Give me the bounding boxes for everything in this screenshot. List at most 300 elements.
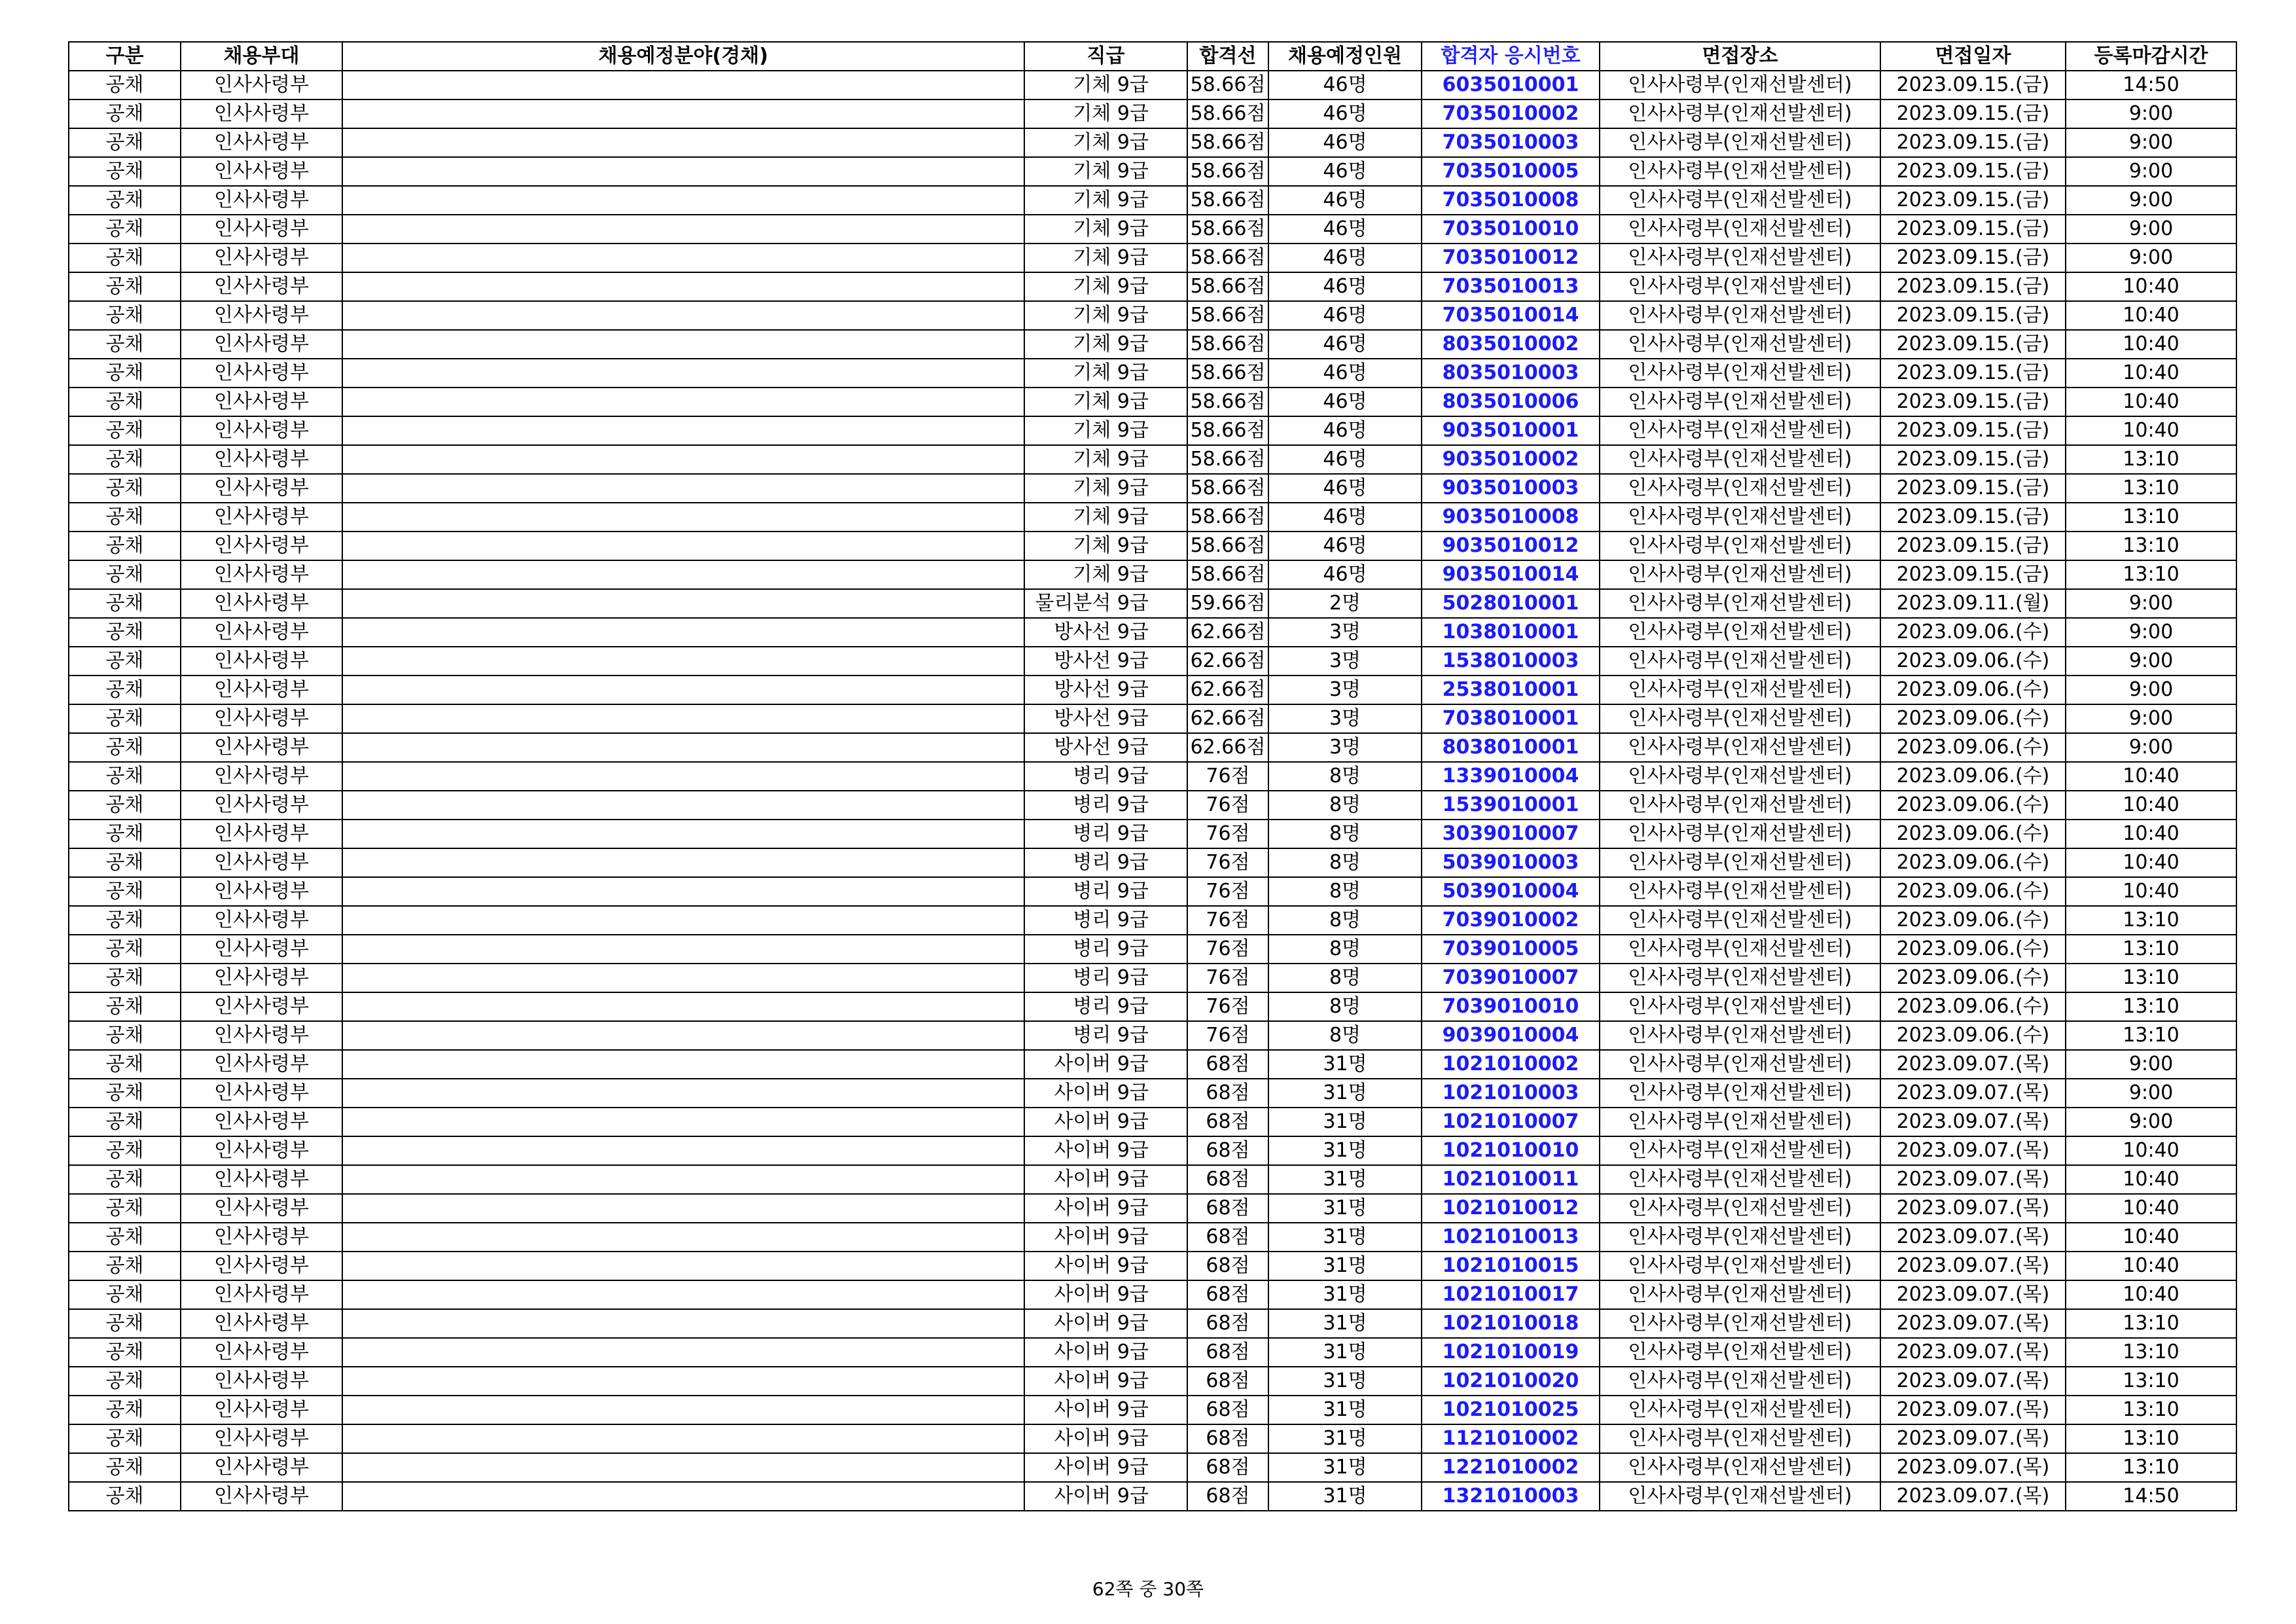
- cell-deadline: 10:40: [2066, 272, 2236, 301]
- cell-unit: 인사사령부: [181, 359, 342, 388]
- cell-unit: 인사사령부: [181, 848, 342, 877]
- cell-date: 2023.09.07.(목): [1880, 1079, 2066, 1108]
- cell-grade: 사이버 9급: [1024, 1223, 1187, 1252]
- cell-cutoff: 76점: [1187, 877, 1268, 906]
- cell-cutoff: 62.66점: [1187, 676, 1268, 704]
- cell-location: 인사사령부(인재선발센터): [1600, 791, 1880, 820]
- cell-date: 2023.09.15.(금): [1880, 474, 2066, 503]
- cell-date: 2023.09.07.(목): [1880, 1194, 2066, 1223]
- cell-applicant: 7035010008: [1422, 186, 1600, 215]
- cell-category: 공채: [69, 618, 181, 647]
- cell-field: [342, 99, 1024, 128]
- cell-deadline: 9:00: [2066, 733, 2236, 762]
- cell-deadline: 10:40: [2066, 1165, 2236, 1194]
- cell-grade: 병리 9급: [1024, 964, 1187, 992]
- cell-applicant: 1021010010: [1422, 1136, 1600, 1165]
- cell-location: 인사사령부(인재선발센터): [1600, 1165, 1880, 1194]
- cell-deadline: 10:40: [2066, 1194, 2236, 1223]
- results-sheet: [68, 41, 2236, 1511]
- cell-field: [342, 215, 1024, 244]
- cell-location: 인사사령부(인재선발센터): [1600, 1194, 1880, 1223]
- cell-grade: 기체 9급: [1024, 128, 1187, 157]
- cell-unit: 인사사령부: [181, 532, 342, 560]
- cell-unit: 인사사령부: [181, 1050, 342, 1079]
- table-row: [69, 445, 2236, 474]
- cell-applicant: 7035010005: [1422, 157, 1600, 186]
- cell-unit: 인사사령부: [181, 416, 342, 445]
- cell-location: 인사사령부(인재선발센터): [1600, 1338, 1880, 1367]
- cell-location: 인사사령부(인재선발센터): [1600, 503, 1880, 532]
- cell-cutoff: 68점: [1187, 1252, 1268, 1280]
- cell-grade: 물리분석 9급: [1024, 589, 1187, 618]
- table-row: [69, 1453, 2236, 1482]
- cell-quota: 8명: [1268, 820, 1422, 848]
- table-row: [69, 359, 2236, 388]
- cell-grade: 방사선 9급: [1024, 676, 1187, 704]
- cell-applicant: 1021010013: [1422, 1223, 1600, 1252]
- cell-grade: 기체 9급: [1024, 71, 1187, 99]
- cell-location: 인사사령부(인재선발센터): [1600, 1396, 1880, 1424]
- cell-category: 공채: [69, 359, 181, 388]
- table-row: [69, 244, 2236, 272]
- cell-deadline: 13:10: [2066, 935, 2236, 964]
- cell-applicant: 1539010001: [1422, 791, 1600, 820]
- cell-deadline: 13:10: [2066, 532, 2236, 560]
- cell-date: 2023.09.06.(수): [1880, 964, 2066, 992]
- cell-category: 공채: [69, 848, 181, 877]
- cell-quota: 3명: [1268, 733, 1422, 762]
- cell-location: 인사사령부(인재선발센터): [1600, 877, 1880, 906]
- cell-date: 2023.09.07.(목): [1880, 1396, 2066, 1424]
- cell-category: 공채: [69, 647, 181, 676]
- cell-location: 인사사령부(인재선발센터): [1600, 964, 1880, 992]
- cell-cutoff: 76점: [1187, 848, 1268, 877]
- cell-cutoff: 68점: [1187, 1367, 1268, 1396]
- cell-applicant: 1021010003: [1422, 1079, 1600, 1108]
- table-row: [69, 416, 2236, 445]
- cell-unit: 인사사령부: [181, 1079, 342, 1108]
- cell-quota: 31명: [1268, 1165, 1422, 1194]
- cell-location: 인사사령부(인재선발센터): [1600, 157, 1880, 186]
- cell-unit: 인사사령부: [181, 330, 342, 359]
- cell-category: 공채: [69, 532, 181, 560]
- cell-quota: 31명: [1268, 1367, 1422, 1396]
- cell-location: 인사사령부(인재선발센터): [1600, 647, 1880, 676]
- table-row: [69, 1050, 2236, 1079]
- cell-cutoff: 76점: [1187, 820, 1268, 848]
- cell-deadline: 13:10: [2066, 1021, 2236, 1050]
- cell-grade: 사이버 9급: [1024, 1482, 1187, 1511]
- cell-quota: 46명: [1268, 330, 1422, 359]
- cell-quota: 8명: [1268, 762, 1422, 791]
- cell-location: 인사사령부(인재선발센터): [1600, 676, 1880, 704]
- cell-field: [342, 1194, 1024, 1223]
- table-row: [69, 906, 2236, 935]
- cell-quota: 46명: [1268, 416, 1422, 445]
- cell-deadline: 13:10: [2066, 964, 2236, 992]
- cell-category: 공채: [69, 560, 181, 589]
- cell-category: 공채: [69, 301, 181, 330]
- cell-deadline: 14:50: [2066, 71, 2236, 99]
- cell-date: 2023.09.11.(월): [1880, 589, 2066, 618]
- cell-location: 인사사령부(인재선발센터): [1600, 215, 1880, 244]
- cell-date: 2023.09.07.(목): [1880, 1252, 2066, 1280]
- table-row: [69, 1021, 2236, 1050]
- cell-field: [342, 762, 1024, 791]
- cell-grade: 사이버 9급: [1024, 1367, 1187, 1396]
- cell-category: 공채: [69, 1223, 181, 1252]
- table-row: [69, 1367, 2236, 1396]
- cell-location: 인사사령부(인재선발센터): [1600, 416, 1880, 445]
- cell-applicant: 7039010007: [1422, 964, 1600, 992]
- cell-field: [342, 1136, 1024, 1165]
- cell-deadline: 9:00: [2066, 215, 2236, 244]
- cell-date: 2023.09.06.(수): [1880, 935, 2066, 964]
- table-header-row: [69, 42, 2236, 71]
- cell-cutoff: 58.66점: [1187, 359, 1268, 388]
- cell-applicant: 9035010008: [1422, 503, 1600, 532]
- header-quota: 채용예정인원: [1268, 42, 1422, 71]
- cell-location: 인사사령부(인재선발센터): [1600, 704, 1880, 733]
- cell-location: 인사사령부(인재선발센터): [1600, 388, 1880, 416]
- cell-field: [342, 820, 1024, 848]
- cell-quota: 31명: [1268, 1453, 1422, 1482]
- cell-field: [342, 589, 1024, 618]
- cell-cutoff: 62.66점: [1187, 618, 1268, 647]
- table-row: [69, 532, 2236, 560]
- cell-applicant: 6035010001: [1422, 71, 1600, 99]
- cell-deadline: 13:10: [2066, 1453, 2236, 1482]
- cell-field: [342, 704, 1024, 733]
- cell-field: [342, 244, 1024, 272]
- cell-applicant: 3039010007: [1422, 820, 1600, 848]
- cell-cutoff: 68점: [1187, 1280, 1268, 1309]
- cell-cutoff: 58.66점: [1187, 215, 1268, 244]
- cell-category: 공채: [69, 877, 181, 906]
- cell-applicant: 1021010012: [1422, 1194, 1600, 1223]
- cell-quota: 8명: [1268, 992, 1422, 1021]
- cell-quota: 46명: [1268, 157, 1422, 186]
- cell-grade: 병리 9급: [1024, 992, 1187, 1021]
- cell-applicant: 7035010013: [1422, 272, 1600, 301]
- table-row: [69, 272, 2236, 301]
- cell-category: 공채: [69, 1050, 181, 1079]
- cell-category: 공채: [69, 1165, 181, 1194]
- cell-cutoff: 68점: [1187, 1309, 1268, 1338]
- cell-field: [342, 1079, 1024, 1108]
- cell-cutoff: 58.66점: [1187, 186, 1268, 215]
- cell-category: 공채: [69, 1079, 181, 1108]
- cell-location: 인사사령부(인재선발센터): [1600, 128, 1880, 157]
- cell-quota: 31명: [1268, 1280, 1422, 1309]
- cell-grade: 사이버 9급: [1024, 1453, 1187, 1482]
- cell-unit: 인사사령부: [181, 1194, 342, 1223]
- cell-field: [342, 1309, 1024, 1338]
- cell-grade: 기체 9급: [1024, 503, 1187, 532]
- cell-grade: 사이버 9급: [1024, 1050, 1187, 1079]
- cell-deadline: 10:40: [2066, 848, 2236, 877]
- cell-location: 인사사령부(인재선발센터): [1600, 1453, 1880, 1482]
- cell-date: 2023.09.15.(금): [1880, 388, 2066, 416]
- cell-deadline: 10:40: [2066, 791, 2236, 820]
- cell-deadline: 13:10: [2066, 1396, 2236, 1424]
- cell-grade: 사이버 9급: [1024, 1280, 1187, 1309]
- cell-grade: 사이버 9급: [1024, 1108, 1187, 1136]
- cell-cutoff: 58.66점: [1187, 272, 1268, 301]
- cell-location: 인사사령부(인재선발센터): [1600, 532, 1880, 560]
- cell-date: 2023.09.15.(금): [1880, 186, 2066, 215]
- cell-unit: 인사사령부: [181, 1482, 342, 1511]
- cell-applicant: 7035010012: [1422, 244, 1600, 272]
- cell-quota: 8명: [1268, 964, 1422, 992]
- cell-date: 2023.09.07.(목): [1880, 1223, 2066, 1252]
- cell-category: 공채: [69, 1367, 181, 1396]
- cell-deadline: 9:00: [2066, 676, 2236, 704]
- table-row: [69, 733, 2236, 762]
- cell-unit: 인사사령부: [181, 1424, 342, 1453]
- cell-deadline: 10:40: [2066, 877, 2236, 906]
- cell-unit: 인사사령부: [181, 704, 342, 733]
- cell-applicant: 1021010007: [1422, 1108, 1600, 1136]
- table-row: [69, 330, 2236, 359]
- cell-location: 인사사령부(인재선발센터): [1600, 330, 1880, 359]
- cell-date: 2023.09.07.(목): [1880, 1338, 2066, 1367]
- cell-applicant: 1038010001: [1422, 618, 1600, 647]
- cell-field: [342, 1050, 1024, 1079]
- cell-deadline: 13:10: [2066, 474, 2236, 503]
- cell-date: 2023.09.06.(수): [1880, 676, 2066, 704]
- table-row: [69, 762, 2236, 791]
- cell-applicant: 1021010018: [1422, 1309, 1600, 1338]
- cell-cutoff: 58.66점: [1187, 532, 1268, 560]
- table-row: [69, 1108, 2236, 1136]
- cell-cutoff: 58.66점: [1187, 560, 1268, 589]
- cell-cutoff: 76점: [1187, 935, 1268, 964]
- cell-unit: 인사사령부: [181, 1338, 342, 1367]
- cell-date: 2023.09.06.(수): [1880, 877, 2066, 906]
- cell-deadline: 10:40: [2066, 762, 2236, 791]
- cell-location: 인사사령부(인재선발센터): [1600, 762, 1880, 791]
- cell-date: 2023.09.15.(금): [1880, 128, 2066, 157]
- cell-quota: 46명: [1268, 215, 1422, 244]
- cell-unit: 인사사령부: [181, 906, 342, 935]
- cell-unit: 인사사령부: [181, 820, 342, 848]
- cell-category: 공채: [69, 1309, 181, 1338]
- cell-category: 공채: [69, 935, 181, 964]
- cell-field: [342, 1165, 1024, 1194]
- cell-quota: 46명: [1268, 71, 1422, 99]
- cell-quota: 46명: [1268, 445, 1422, 474]
- cell-applicant: 1321010003: [1422, 1482, 1600, 1511]
- cell-date: 2023.09.06.(수): [1880, 992, 2066, 1021]
- cell-unit: 인사사령부: [181, 388, 342, 416]
- table-row: [69, 618, 2236, 647]
- cell-location: 인사사령부(인재선발센터): [1600, 1309, 1880, 1338]
- cell-cutoff: 58.66점: [1187, 301, 1268, 330]
- page-number: 62쪽 중 30쪽: [1092, 1578, 1204, 1600]
- cell-field: [342, 1482, 1024, 1511]
- cell-cutoff: 76점: [1187, 791, 1268, 820]
- cell-grade: 병리 9급: [1024, 791, 1187, 820]
- cell-unit: 인사사령부: [181, 71, 342, 99]
- cell-grade: 병리 9급: [1024, 877, 1187, 906]
- cell-cutoff: 76점: [1187, 906, 1268, 935]
- cell-applicant: 1221010002: [1422, 1453, 1600, 1482]
- cell-cutoff: 58.66점: [1187, 330, 1268, 359]
- table-row: [69, 647, 2236, 676]
- cell-quota: 31명: [1268, 1079, 1422, 1108]
- cell-deadline: 9:00: [2066, 647, 2236, 676]
- cell-cutoff: 68점: [1187, 1079, 1268, 1108]
- cell-location: 인사사령부(인재선발센터): [1600, 445, 1880, 474]
- cell-date: 2023.09.07.(목): [1880, 1136, 2066, 1165]
- cell-field: [342, 791, 1024, 820]
- cell-category: 공채: [69, 71, 181, 99]
- cell-deadline: 10:40: [2066, 1280, 2236, 1309]
- cell-unit: 인사사령부: [181, 1252, 342, 1280]
- cell-unit: 인사사령부: [181, 474, 342, 503]
- cell-date: 2023.09.15.(금): [1880, 71, 2066, 99]
- cell-grade: 기체 9급: [1024, 388, 1187, 416]
- cell-location: 인사사령부(인재선발센터): [1600, 935, 1880, 964]
- cell-cutoff: 58.66점: [1187, 99, 1268, 128]
- cell-category: 공채: [69, 1194, 181, 1223]
- cell-field: [342, 1338, 1024, 1367]
- cell-unit: 인사사령부: [181, 1136, 342, 1165]
- cell-date: 2023.09.15.(금): [1880, 157, 2066, 186]
- cell-cutoff: 68점: [1187, 1165, 1268, 1194]
- cell-quota: 3명: [1268, 647, 1422, 676]
- cell-cutoff: 58.66점: [1187, 388, 1268, 416]
- cell-applicant: 1538010003: [1422, 647, 1600, 676]
- header-field: 채용예정분야(경채): [342, 42, 1024, 71]
- cell-quota: 46명: [1268, 128, 1422, 157]
- cell-location: 인사사령부(인재선발센터): [1600, 1050, 1880, 1079]
- cell-location: 인사사령부(인재선발센터): [1600, 99, 1880, 128]
- cell-date: 2023.09.06.(수): [1880, 618, 2066, 647]
- cell-category: 공채: [69, 416, 181, 445]
- cell-date: 2023.09.15.(금): [1880, 301, 2066, 330]
- cell-category: 공채: [69, 1482, 181, 1511]
- cell-grade: 기체 9급: [1024, 244, 1187, 272]
- table-row: [69, 992, 2236, 1021]
- cell-field: [342, 1223, 1024, 1252]
- cell-applicant: 8038010001: [1422, 733, 1600, 762]
- cell-unit: 인사사령부: [181, 762, 342, 791]
- cell-deadline: 13:10: [2066, 1424, 2236, 1453]
- cell-applicant: 1339010004: [1422, 762, 1600, 791]
- cell-grade: 기체 9급: [1024, 301, 1187, 330]
- cell-date: 2023.09.07.(목): [1880, 1165, 2066, 1194]
- cell-grade: 사이버 9급: [1024, 1338, 1187, 1367]
- cell-applicant: 1021010019: [1422, 1338, 1600, 1367]
- cell-location: 인사사령부(인재선발센터): [1600, 359, 1880, 388]
- cell-grade: 병리 9급: [1024, 906, 1187, 935]
- table-row: [69, 1223, 2236, 1252]
- table-row: [69, 128, 2236, 157]
- cell-unit: 인사사령부: [181, 1453, 342, 1482]
- cell-location: 인사사령부(인재선발센터): [1600, 906, 1880, 935]
- cell-category: 공채: [69, 445, 181, 474]
- cell-location: 인사사령부(인재선발센터): [1600, 733, 1880, 762]
- cell-location: 인사사령부(인재선발센터): [1600, 474, 1880, 503]
- cell-cutoff: 76점: [1187, 992, 1268, 1021]
- cell-deadline: 9:00: [2066, 1079, 2236, 1108]
- cell-field: [342, 877, 1024, 906]
- table-body: [69, 71, 2236, 1511]
- cell-grade: 사이버 9급: [1024, 1252, 1187, 1280]
- table-row: [69, 301, 2236, 330]
- cell-cutoff: 58.66점: [1187, 244, 1268, 272]
- cell-quota: 46명: [1268, 503, 1422, 532]
- cell-category: 공채: [69, 186, 181, 215]
- table-row: [69, 820, 2236, 848]
- cell-field: [342, 1396, 1024, 1424]
- table-row: [69, 1079, 2236, 1108]
- cell-grade: 방사선 9급: [1024, 704, 1187, 733]
- cell-deadline: 9:00: [2066, 618, 2236, 647]
- cell-field: [342, 474, 1024, 503]
- cell-date: 2023.09.15.(금): [1880, 532, 2066, 560]
- cell-applicant: 8035010003: [1422, 359, 1600, 388]
- cell-deadline: 13:10: [2066, 560, 2236, 589]
- cell-category: 공채: [69, 589, 181, 618]
- cell-date: 2023.09.06.(수): [1880, 848, 2066, 877]
- cell-applicant: 1021010015: [1422, 1252, 1600, 1280]
- header-interview-date: 면접일자: [1880, 42, 2066, 71]
- cell-grade: 방사선 9급: [1024, 733, 1187, 762]
- cell-quota: 3명: [1268, 618, 1422, 647]
- cell-grade: 기체 9급: [1024, 359, 1187, 388]
- cell-quota: 31명: [1268, 1136, 1422, 1165]
- table-row: [69, 791, 2236, 820]
- cell-unit: 인사사령부: [181, 647, 342, 676]
- cell-category: 공채: [69, 1252, 181, 1280]
- cell-unit: 인사사령부: [181, 1280, 342, 1309]
- cell-location: 인사사령부(인재선발센터): [1600, 1079, 1880, 1108]
- table-row: [69, 1396, 2236, 1424]
- cell-date: 2023.09.06.(수): [1880, 791, 2066, 820]
- cell-deadline: 9:00: [2066, 157, 2236, 186]
- cell-quota: 46명: [1268, 388, 1422, 416]
- header-unit: 채용부대: [181, 42, 342, 71]
- cell-date: 2023.09.15.(금): [1880, 416, 2066, 445]
- cell-date: 2023.09.07.(목): [1880, 1309, 2066, 1338]
- table-row: [69, 503, 2236, 532]
- cell-cutoff: 68점: [1187, 1050, 1268, 1079]
- cell-applicant: 9035010012: [1422, 532, 1600, 560]
- cell-date: 2023.09.07.(목): [1880, 1482, 2066, 1511]
- cell-unit: 인사사령부: [181, 1108, 342, 1136]
- cell-quota: 46명: [1268, 186, 1422, 215]
- cell-grade: 기체 9급: [1024, 560, 1187, 589]
- cell-field: [342, 935, 1024, 964]
- cell-cutoff: 76점: [1187, 762, 1268, 791]
- cell-deadline: 9:00: [2066, 244, 2236, 272]
- cell-date: 2023.09.15.(금): [1880, 215, 2066, 244]
- cell-category: 공채: [69, 99, 181, 128]
- cell-quota: 46명: [1268, 560, 1422, 589]
- cell-field: [342, 359, 1024, 388]
- cell-applicant: 9039010004: [1422, 1021, 1600, 1050]
- cell-date: 2023.09.07.(목): [1880, 1367, 2066, 1396]
- cell-quota: 31명: [1268, 1338, 1422, 1367]
- cell-category: 공채: [69, 1021, 181, 1050]
- cell-cutoff: 59.66점: [1187, 589, 1268, 618]
- cell-category: 공채: [69, 330, 181, 359]
- cell-deadline: 9:00: [2066, 128, 2236, 157]
- cell-unit: 인사사령부: [181, 992, 342, 1021]
